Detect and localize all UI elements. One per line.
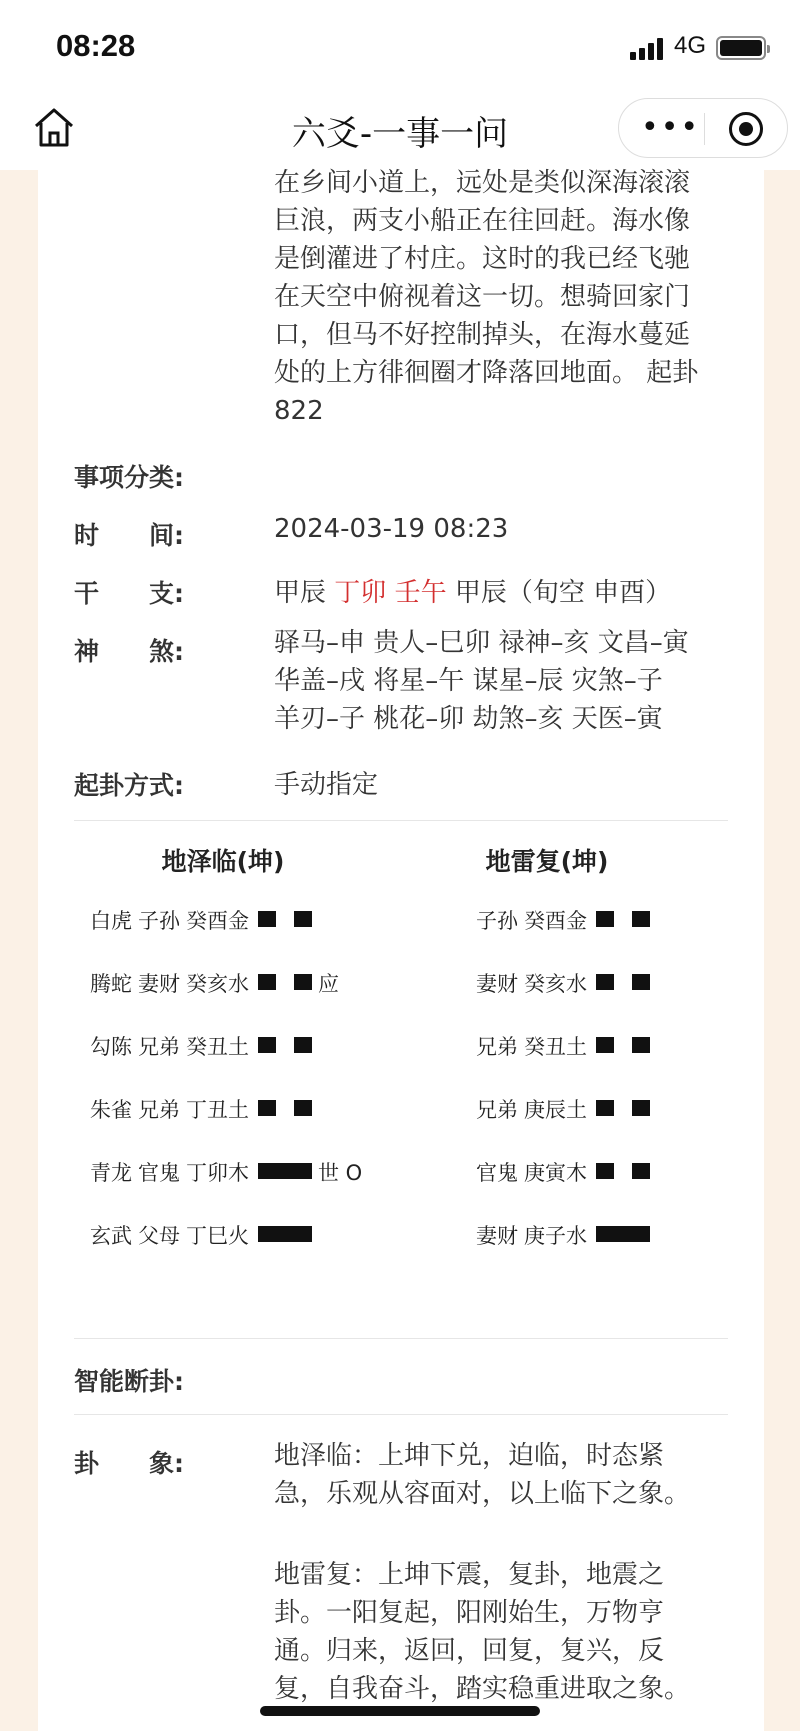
yin-line-segment — [632, 1037, 650, 1053]
guaxiang-text-1 — [274, 1437, 724, 1513]
shensha-line: 羊刃–子 桃花–卯 劫煞–亥 天医–寅 — [274, 704, 663, 734]
changed-yao-row — [476, 1157, 716, 1187]
ganzhi-day: 壬午 — [394, 578, 447, 608]
main-yao-row — [90, 1031, 390, 1061]
guaxiang-line: 卦。一阳复起，阳刚始生，万物亨 — [274, 1598, 665, 1628]
page-title: 六爻-一事一问 — [291, 114, 509, 154]
branch-label: 丁丑土 — [186, 1098, 249, 1122]
relation-label: 子孙 — [138, 909, 180, 933]
shensha-label: 神 煞: — [74, 637, 184, 666]
relation-label: 父母 — [138, 1224, 180, 1248]
home-indicator[interactable] — [260, 1706, 540, 1716]
six-god-label: 白虎 — [90, 909, 132, 933]
yin-line-segment — [596, 1100, 614, 1116]
main-hexagram-name: 地泽临(坤) — [161, 847, 285, 876]
yin-line-segment — [596, 1037, 614, 1053]
ganzhi-month: 丁卯 — [334, 578, 387, 608]
six-god-label: 玄武 — [90, 1224, 132, 1248]
yin-line-segment — [596, 974, 614, 990]
branch-label: 癸亥水 — [186, 972, 249, 996]
shensha-values — [274, 624, 724, 738]
status-time: 08:28 — [56, 28, 136, 63]
yin-line-segment — [258, 1100, 276, 1116]
status-bar — [0, 0, 800, 92]
question-line: 处的上方徘徊圈才降落回地面。 起卦 — [274, 358, 699, 388]
guaxiang-text-2 — [274, 1556, 724, 1708]
yang-line — [258, 1163, 312, 1179]
yin-line-segment — [258, 911, 276, 927]
question-line: 是倒灌进了村庄。这时的我已经飞驰 — [274, 244, 691, 274]
relation-label: 妻财 — [476, 1224, 518, 1248]
signal-icon — [630, 38, 666, 60]
guaxiang-line: 地泽临：上坤下兑，迫临，时态紧 — [274, 1441, 665, 1471]
yin-line-segment — [294, 1037, 312, 1053]
question-line: 口，但马不好控制掉头，在海水蔓延 — [274, 320, 691, 350]
relation-label: 官鬼 — [476, 1161, 518, 1185]
category-label: 事项分类: — [74, 463, 184, 492]
question-line: 822 — [274, 396, 324, 426]
yin-line-segment — [294, 974, 312, 990]
changed-yao-row — [476, 1031, 716, 1061]
result-card — [38, 170, 764, 1731]
branch-label: 庚子水 — [524, 1224, 587, 1248]
yao-mark: 应 — [318, 972, 339, 996]
main-yao-row — [90, 1157, 390, 1187]
yin-line-segment — [294, 911, 312, 927]
relation-label: 妻财 — [138, 972, 180, 996]
ganzhi-year: 甲辰 — [274, 578, 327, 608]
branch-label: 庚辰土 — [524, 1098, 587, 1122]
ganzhi-rest: 甲辰（旬空 申酉） — [454, 578, 672, 608]
branch-label: 癸酉金 — [186, 909, 249, 933]
relation-label: 兄弟 — [138, 1098, 180, 1122]
question-line: 在乡间小道上，远处是类似深海滚滚 — [274, 168, 691, 198]
changed-yao-row — [476, 1220, 716, 1250]
more-dots-icon[interactable]: ••• — [641, 110, 701, 145]
guaxiang-line: 地雷复：上坤下震，复卦，地震之 — [274, 1560, 665, 1590]
yang-line — [596, 1226, 650, 1242]
analysis-label: 智能断卦: — [74, 1367, 184, 1396]
relation-label: 兄弟 — [138, 1035, 180, 1059]
question-line: 巨浪，两支小船正在往回赶。海水像 — [274, 206, 691, 236]
changed-yao-row — [476, 1094, 716, 1124]
shensha-line: 驿马–申 贵人–巳卯 禄神–亥 文昌–寅 — [274, 628, 689, 658]
battery-icon — [716, 36, 766, 60]
guaxiang-label: 卦 象: — [74, 1449, 184, 1478]
ganzhi-value — [274, 572, 671, 609]
main-yao-row — [90, 1094, 390, 1124]
six-god-label: 腾蛇 — [90, 972, 132, 996]
guaxiang-line: 复，自我奋斗，踏实稳重进取之象。 — [274, 1674, 691, 1704]
branch-label: 庚寅木 — [524, 1161, 587, 1185]
six-god-label: 朱雀 — [90, 1098, 132, 1122]
divider — [74, 1414, 728, 1415]
yao-mark: 世 O — [318, 1161, 363, 1185]
shensha-line: 华盖–戌 将星–午 谋星–辰 灾煞–子 — [274, 666, 663, 696]
yang-line — [258, 1226, 312, 1242]
yin-line-segment — [632, 911, 650, 927]
yin-line-segment — [632, 974, 650, 990]
branch-label: 丁巳火 — [186, 1224, 249, 1248]
main-yao-row — [90, 1220, 390, 1250]
method-value: 手动指定 — [274, 770, 379, 800]
relation-label: 兄弟 — [476, 1035, 518, 1059]
relation-label: 兄弟 — [476, 1098, 518, 1122]
question-text — [274, 164, 724, 430]
main-yao-row — [90, 968, 390, 998]
relation-label: 子孙 — [476, 909, 518, 933]
yin-line-segment — [258, 974, 276, 990]
branch-label: 丁卯木 — [186, 1161, 249, 1185]
six-god-label: 勾陈 — [90, 1035, 132, 1059]
method-label: 起卦方式: — [74, 771, 184, 800]
guaxiang-line: 通。归来，返回，回复，复兴，反 — [274, 1636, 665, 1666]
nav-bar — [0, 92, 800, 170]
yin-line-segment — [632, 1100, 650, 1116]
yin-line-segment — [596, 911, 614, 927]
time-value: 2024-03-19 08:23 — [274, 514, 509, 544]
guaxiang-line: 急，乐观从容面对，以上临下之象。 — [274, 1479, 691, 1509]
question-line: 在天空中俯视着这一切。想骑回家门 — [274, 282, 691, 312]
yin-line-segment — [632, 1163, 650, 1179]
divider — [74, 820, 728, 821]
relation-label: 官鬼 — [138, 1161, 180, 1185]
branch-label: 癸酉金 — [524, 909, 587, 933]
main-yao-row — [90, 905, 390, 935]
changed-yao-row — [476, 905, 716, 935]
six-god-label: 青龙 — [90, 1161, 132, 1185]
network-label: 4G — [674, 32, 707, 59]
divider — [74, 1338, 728, 1339]
miniprogram-capsule — [618, 98, 788, 158]
capsule-divider — [704, 113, 705, 145]
yin-line-segment — [258, 1037, 276, 1053]
ganzhi-label: 干 支: — [74, 579, 184, 608]
relation-label: 妻财 — [476, 972, 518, 996]
yin-line-segment — [294, 1100, 312, 1116]
yin-line-segment — [596, 1163, 614, 1179]
branch-label: 癸丑土 — [186, 1035, 249, 1059]
changed-yao-row — [476, 968, 716, 998]
miniprogram-close-icon[interactable] — [729, 112, 763, 146]
branch-label: 癸亥水 — [524, 972, 587, 996]
changed-hexagram-name: 地雷复(坤) — [485, 847, 609, 876]
branch-label: 癸丑土 — [524, 1035, 587, 1059]
time-label: 时 间: — [74, 521, 184, 550]
